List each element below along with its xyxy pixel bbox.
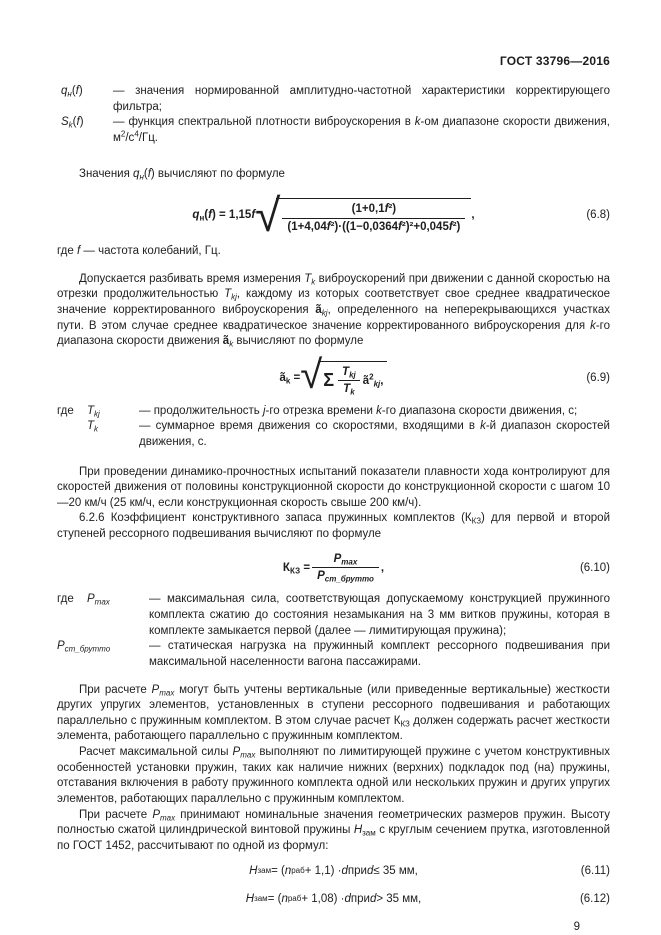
where-text: — статическая нагрузка на пружинный комплект рессорного подвешивания при максимальной населенности вагона пассажирами. (149, 640, 610, 668)
equation-number: (6.12) (579, 893, 610, 906)
formula-rhs: $ã^2_{kj}$, (362, 372, 384, 389)
fraction-numerator: $P_{max}$ (333, 552, 358, 567)
formula-6-12-body: H зам = ( n раб + 1,08) · d при d > 35 мм, (245, 893, 422, 906)
where-list-tk (57, 404, 610, 451)
fraction (282, 201, 465, 235)
equation-number: (6.10) (579, 561, 610, 574)
definition-text: — функция спектральной плотности виброускорения в k-ом диапазоне скорости движения, $м^2/с^4/Гц$. (113, 116, 610, 144)
paragraph-splitting: Допускается разбивать время измерения $T_k$ виброускорений при движении с данной скоростью на отрезки продолжительностью $T_{kj}$, каждому из которых соответствует свое среднее квадратическое значение корректированного виброускорения $ã_{kj}$, определенного на неперекрывающихся участках пути. В этом случае среднее квадратическое значение корректированного виброускорения для k-го диапазона скорости движения $ã_k$ вычисляют по формуле (57, 272, 611, 349)
paragraph-dynamic-tests: При проведении динамико-прочностных испытаний показатели плавности хода контролируют для скоростей движения от половины конструкционной скорости до конструкционной скорости с шагом 10—20 км/ч (25 км/ч, если конструкционная скорость свыше 200 км/ч). (57, 465, 610, 509)
definition-list-top (57, 84, 610, 147)
definition-term: $S_k(f)$ (61, 116, 84, 130)
paragraph-pmax-note: При расчете $P_{max}$ могут быть учтены вертикальные (или приведенные вертикальные) жесткости других упругих элементов, установленных в ступени рессорного подвешивания и работающих параллельно с пружинным комплектом. В этом случае расчет $К_{КЗ}$ должен содержать расчет жесткости элемента, работающего параллельно с пружинным комплектом. (57, 683, 610, 743)
formula-lhs: $К_{КЗ}$ = (282, 561, 311, 575)
radical-sign: √ (255, 189, 281, 242)
fraction-numerator: (1+0,1f²) (351, 203, 397, 216)
fraction-denominator: $T_k$ (338, 380, 359, 397)
where-lead (57, 419, 87, 450)
where-term: $P_{max}$ (87, 593, 110, 607)
equation-number: (6.11) (580, 865, 610, 878)
formula-6-9-body (279, 352, 388, 398)
formula-6-10 (57, 551, 610, 585)
definition-term: $q_н(f)$ (61, 85, 83, 99)
equation-number: (6.9) (586, 371, 610, 384)
formula-6-8 (57, 189, 610, 242)
page-header: ГОСТ 33796—2016 (499, 54, 610, 68)
radical-sign: √ (300, 352, 323, 397)
sigma-sign: Σ (323, 370, 335, 391)
where-text: — суммарное время движения со скоростями, входящими в k-й диапазон скоростей движения, с. (139, 420, 610, 448)
formula-6-11-body: H зам = ( n раб + 1,1) · d при d ≤ 35 мм, (249, 865, 418, 878)
where-term: $P_{ст\_брутто}$ (57, 640, 111, 654)
equation-number: (6.8) (586, 209, 610, 222)
where-lead: где (57, 404, 74, 417)
fraction-denominator: (1+4,04f²)·((1−0,0364f²)²+0,045f²) (282, 218, 465, 235)
square-root (255, 189, 471, 242)
page-number: 9 (573, 921, 580, 934)
paragraph-pmax-calc: Расчет максимальной силы $P_{max}$ выполняют по лимитирующей пружине с учетом конструктивных особенностей установки пружин, таких как наличие нижних (верхних) подкладок под (на) пружины, отставания включения в работу пружинного комплекта одной или нескольких пружин и других упругих элементов, работающих параллельно с пружинным комплектом. (57, 746, 610, 805)
where-lead: где (57, 593, 74, 606)
formula-6-8-body (192, 189, 475, 242)
fraction-denominator: $P_{ст\_брутто}$ (312, 567, 379, 584)
fraction-numerator: $T_{kj}$ (342, 365, 356, 380)
formula-tail: , (471, 209, 475, 222)
formula-lhs: $q_н(f) = 1,15f$ (192, 209, 256, 223)
fraction (312, 551, 379, 585)
where-text: — максимальная сила, соответствующая допускаемому конструкцией пружинного комплекта сжатию до состояния незамыкания на 3 мм витков пружины, которая в комплекте замыкается первой (далее — лимитирующая пружина); (149, 593, 610, 637)
where-term: $T_{kj}$ (87, 404, 100, 419)
formula-6-10-body (283, 551, 384, 585)
fraction (337, 364, 361, 398)
definition-text: — значения нормированной амплитудно-частотной характеристики корректирующего фильтра; (113, 85, 610, 113)
formula-6-12 (57, 893, 610, 905)
formula-tail: , (380, 561, 385, 574)
formula-6-9 (57, 352, 610, 398)
where-text: — продолжительность j-го отрезка времени k-го диапазона скорости движения, с; (139, 404, 578, 417)
where-term: $T_k$ (87, 420, 99, 434)
where-list-p (57, 592, 610, 670)
paragraph-values-intro: Значения $q_н(f)$ вычисляют по формуле (79, 167, 285, 181)
formula-lhs: $ã_k$ = (279, 371, 301, 386)
paragraph-pmax-nominal: При расчете $P_{max}$ принимают номинальные значения геометрических размеров пружин. Высоту полностью сжатой цилиндрической винтовой пружины $H_{зам}$ с круглым сечением прутка, изготовленной по ГОСТ 1452, рассчитывают по одной из формул: (57, 808, 611, 852)
formula-6-11 (57, 865, 610, 877)
square-root (300, 352, 387, 398)
paragraph-section-626: 6.2.6 Коэффициент конструктивного запаса пружинных комплектов $(К_{КЗ})$ для первой и второй ступеней рессорного подвешивания вычисляют по формуле (57, 512, 610, 540)
paragraph-where-f: где f — частота колебаний, Гц. (57, 245, 221, 258)
